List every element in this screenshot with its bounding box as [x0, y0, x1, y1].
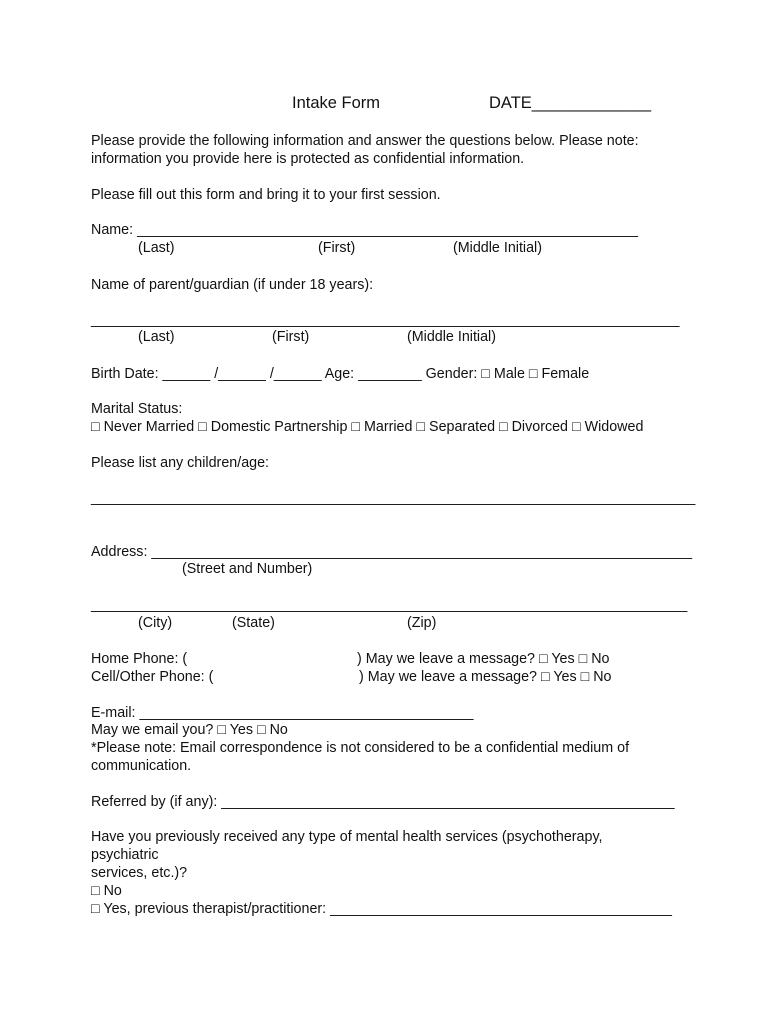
state-caption: (State): [232, 615, 275, 631]
cell-phone-message-options[interactable]: ) May we leave a message? □ Yes □ No: [359, 669, 612, 685]
children-field[interactable]: ____________________________________________________________________________: [91, 490, 696, 506]
city-caption: (City): [138, 615, 173, 631]
children-label: Please list any children/age:: [91, 455, 270, 471]
address-line-2-field[interactable]: ___________________________________________________________________________: [91, 597, 688, 613]
previous-services-question-line-3: services, etc.)?: [91, 865, 188, 881]
previous-services-question-line-2: psychiatric: [91, 847, 159, 863]
name-last-caption: (Last): [138, 240, 175, 256]
form-title: Intake Form: [292, 94, 381, 112]
instruction-text: Please fill out this form and bring it to your first session.: [91, 187, 441, 203]
intro-text-line-1: Please provide the following information and answer the questions below. Please note:: [91, 133, 639, 149]
intro-text-line-2: information you provide here is protected as confidential information.: [91, 151, 525, 167]
birth-age-gender-row[interactable]: Birth Date: ______ /______ /______ Age: ________ Gender: □ Male □ Female: [91, 366, 590, 382]
previous-services-question-line-1: Have you previously received any type of mental health services (psychotherapy,: [91, 829, 603, 845]
cell-phone-field[interactable]: Cell/Other Phone: (: [91, 669, 214, 685]
referred-by-field[interactable]: Referred by (if any): _________________________________________________________: [91, 794, 675, 810]
guardian-name-field[interactable]: __________________________________________________________________________: [91, 312, 680, 328]
previous-services-no-option[interactable]: □ No: [91, 883, 122, 899]
previous-services-yes-option[interactable]: □ Yes, previous therapist/practitioner: ___________________________________________: [91, 901, 673, 917]
email-note-line-1: *Please note: Email correspondence is not considered to be a confidential medium of: [91, 740, 630, 756]
name-first-caption: (First): [318, 240, 356, 256]
date-field[interactable]: DATE_____________: [489, 94, 652, 112]
marital-status-label: Marital Status:: [91, 401, 183, 417]
street-caption: (Street and Number): [182, 561, 313, 577]
guardian-label: Name of parent/guardian (if under 18 years):: [91, 277, 374, 293]
guardian-last-caption: (Last): [138, 329, 175, 345]
address-field[interactable]: Address: ____________________________________________________________________: [91, 544, 693, 560]
home-phone-field[interactable]: Home Phone: (: [91, 651, 188, 667]
zip-caption: (Zip): [407, 615, 437, 631]
email-field[interactable]: E-mail: __________________________________________: [91, 705, 474, 721]
name-middle-caption: (Middle Initial): [453, 240, 542, 256]
marital-status-options[interactable]: □ Never Married □ Domestic Partnership □ Married □ Separated □ Divorced □ Widowed: [91, 419, 644, 435]
guardian-first-caption: (First): [272, 329, 310, 345]
guardian-middle-caption: (Middle Initial): [407, 329, 496, 345]
home-phone-message-options[interactable]: ) May we leave a message? □ Yes □ No: [357, 651, 610, 667]
email-permission-options[interactable]: May we email you? □ Yes □ No: [91, 722, 288, 738]
email-note-line-2: communication.: [91, 758, 192, 774]
name-field[interactable]: Name: _______________________________________________________________: [91, 222, 639, 238]
